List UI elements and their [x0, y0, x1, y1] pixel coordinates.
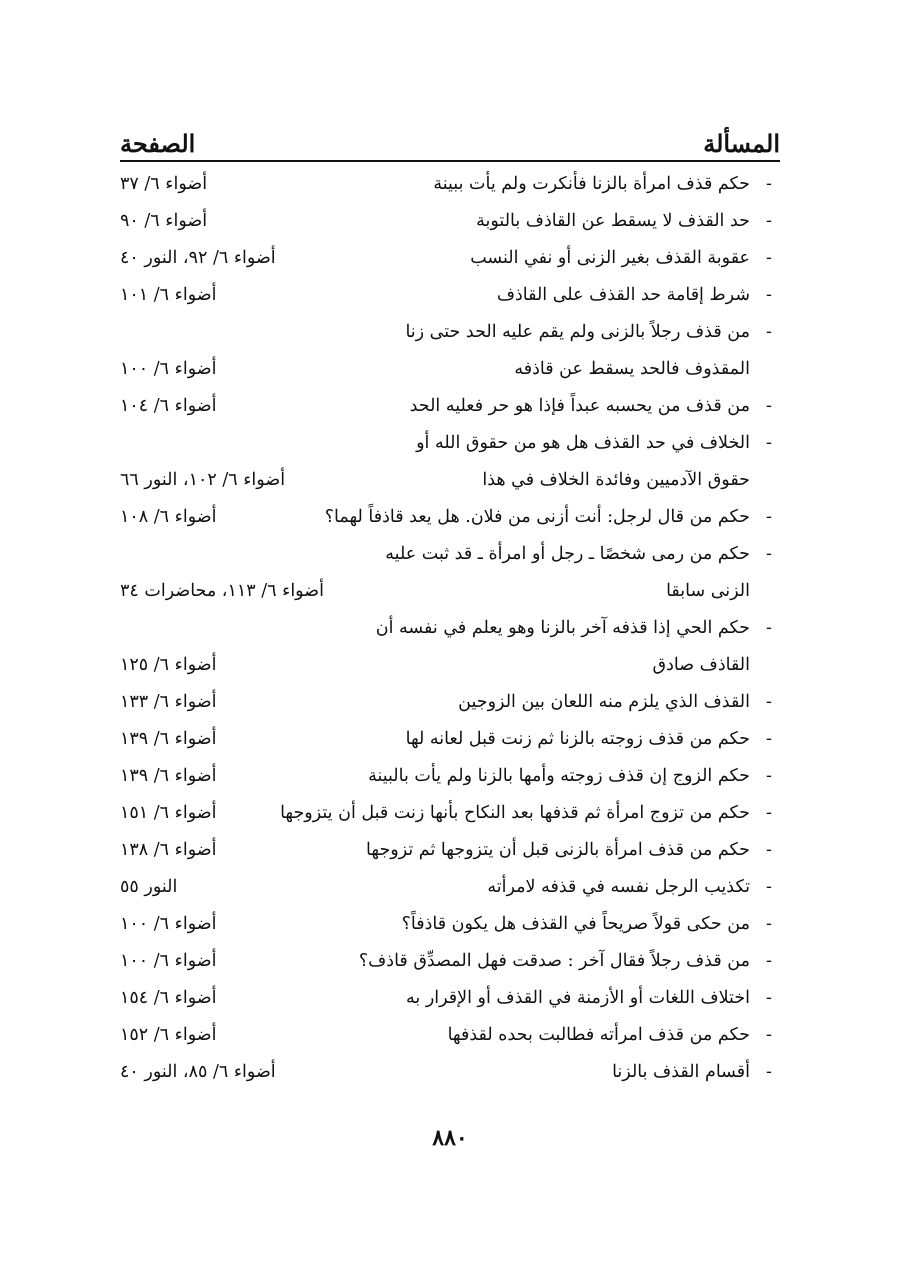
entry-page-reference: أضواء ٦/ ١٠٢، النور ٦٦: [120, 470, 286, 490]
entry-bullet: -: [766, 211, 772, 231]
entry-page-reference: أضواء ٦/ ١٣٣: [120, 692, 217, 712]
entry-bullet: -: [766, 692, 772, 712]
entry-page-reference: أضواء ٦/ ٩٢، النور ٤٠: [120, 248, 276, 268]
entry-page-reference: أضواء ٦/ ١٣٨: [120, 840, 217, 860]
entry-bullet: -: [766, 988, 772, 1008]
entry-bullet: -: [766, 1025, 772, 1045]
entry-page-reference: أضواء ٦/ ١٠٠: [120, 359, 217, 379]
issue-column-heading: المسألة: [703, 129, 780, 158]
entry-text: حكم من قذف امرأته فطالبت بحده لقذفها: [447, 1025, 750, 1045]
entry-text: الخلاف في حد القذف هل هو من حقوق الله أو: [416, 433, 750, 453]
entry-page-reference: أضواء ٦/ ١٥٤: [120, 988, 217, 1008]
entry-text: حكم من قذف زوجته بالزنا ثم زنت قبل لعانه لها: [405, 729, 750, 749]
entry-bullet: -: [766, 951, 772, 971]
index-entry: [120, 980, 780, 1017]
entry-page-reference: أضواء ٦/ ١٢٥: [120, 655, 217, 675]
entry-page-reference: أضواء ٦/ ٨٥، النور ٤٠: [120, 1062, 276, 1082]
entry-text: من حكى قولاً صريحاً في القذف هل يكون قاذفاً؟: [401, 914, 750, 934]
entry-text: من قذف رجلاً فقال آخر : صدقت فهل المصدِّق قاذف؟: [358, 951, 750, 971]
entry-text: المقذوف فالحد يسقط عن قاذفه: [514, 359, 750, 379]
index-header: [120, 118, 780, 158]
entry-text: من قذف من يحسبه عبداً فإذا هو حر فعليه الحد: [409, 396, 750, 416]
entry-bullet: -: [766, 396, 772, 416]
header-divider: [120, 160, 780, 162]
entry-bullet: -: [766, 285, 772, 305]
entry-bullet: -: [766, 840, 772, 860]
index-entry: [120, 943, 780, 980]
entry-bullet: -: [766, 433, 772, 453]
index-entry: [120, 166, 780, 203]
entry-text: حد القذف لا يسقط عن القاذف بالتوبة: [476, 211, 750, 231]
entry-bullet: -: [766, 174, 772, 194]
index-entry: [120, 499, 780, 536]
entry-bullet: -: [766, 766, 772, 786]
index-entry: [120, 721, 780, 758]
index-entry: [120, 240, 780, 277]
index-entry: [120, 1017, 780, 1054]
index-entry: [120, 351, 780, 388]
index-entry: [120, 906, 780, 943]
entry-bullet: -: [766, 248, 772, 268]
entry-text: حكم الزوج إن قذف زوجته وأمها بالزنا ولم يأت بالبينة: [368, 766, 750, 786]
entry-page-reference: أضواء ٦/ ١٠٠: [120, 951, 217, 971]
index-entry: [120, 462, 780, 499]
entry-page-reference: أضواء ٦/ ١٥١: [120, 803, 217, 823]
entry-page-reference: أضواء ٦/ ١٠٨: [120, 507, 217, 527]
entry-bullet: -: [766, 544, 772, 564]
index-entry: [120, 795, 780, 832]
entry-text: حقوق الآدميين وفائدة الخلاف في هذا: [482, 470, 750, 490]
entry-text: القاذف صادق: [652, 655, 750, 675]
entry-page-reference: أضواء ٦/ ١٠٤: [120, 396, 217, 416]
entry-text: حكم الحي إذا قذفه آخر بالزنا وهو يعلم في نفسه أن: [375, 618, 750, 638]
entry-text: القذف الذي يلزم منه اللعان بين الزوجين: [458, 692, 750, 712]
index-entry: [120, 610, 780, 647]
index-entry: [120, 536, 780, 573]
entry-text: الزنى سابقا: [666, 581, 750, 601]
index-entry: [120, 869, 780, 906]
index-entry: [120, 277, 780, 314]
index-list: [120, 166, 780, 1091]
entry-page-reference: أضواء ٦/ ١٠٠: [120, 914, 217, 934]
index-entry: [120, 425, 780, 462]
entry-bullet: -: [766, 322, 772, 342]
entry-page-reference: أضواء ٦/ ١١٣، محاضرات ٣٤: [120, 581, 324, 601]
entry-page-reference: أضواء ٦/ ١٠١: [120, 285, 217, 305]
entry-text: حكم قذف امرأة بالزنا فأنكرت ولم يأت ببينة: [433, 174, 750, 194]
entry-bullet: -: [766, 1062, 772, 1082]
page-number: ٨٨٠: [432, 1125, 468, 1151]
index-entry: [120, 647, 780, 684]
index-entry: [120, 388, 780, 425]
index-entry: [120, 203, 780, 240]
entry-text: أقسام القذف بالزنا: [612, 1062, 750, 1082]
entry-bullet: -: [766, 618, 772, 638]
index-entry: [120, 314, 780, 351]
entry-text: حكم من قذف امرأة بالزنى قبل أن يتزوجها ثم تزوجها: [366, 840, 750, 860]
entry-text: شرط إقامة حد القذف على القاذف: [496, 285, 750, 305]
index-entry: [120, 684, 780, 721]
entry-bullet: -: [766, 914, 772, 934]
entry-bullet: -: [766, 507, 772, 527]
index-entry: [120, 1054, 780, 1091]
entry-bullet: -: [766, 803, 772, 823]
entry-bullet: -: [766, 877, 772, 897]
entry-page-reference: أضواء ٦/ ٣٧: [120, 174, 208, 194]
entry-text: عقوبة القذف بغير الزنى أو نفي النسب: [470, 248, 750, 268]
entry-text: من قذف رجلاً بالزنى ولم يقم عليه الحد حتى زنا: [405, 322, 750, 342]
entry-page-reference: أضواء ٦/ ٩٠: [120, 211, 208, 231]
index-entry: [120, 573, 780, 610]
entry-bullet: -: [766, 729, 772, 749]
entry-page-reference: النور ٥٥: [120, 877, 178, 897]
entry-text: تكذيب الرجل نفسه في قذفه لامرأته: [487, 877, 750, 897]
index-entry: [120, 758, 780, 795]
entry-page-reference: أضواء ٦/ ١٥٢: [120, 1025, 217, 1045]
index-entry: [120, 832, 780, 869]
entry-text: حكم من قال لرجل: أنت أزنى من فلان. هل يعد قاذفاً لهما؟: [324, 507, 750, 527]
page-column-heading: الصفحة: [120, 129, 196, 158]
entry-text: حكم من رمى شخصًا ـ رجل أو امرأة ـ قد ثبت عليه: [385, 544, 750, 564]
entry-text: اختلاف اللغات أو الأزمنة في القذف أو الإقرار به: [406, 988, 750, 1008]
entry-text: حكم من تزوج امرأة ثم قذفها بعد النكاح بأنها زنت قبل أن يتزوجها: [280, 803, 750, 823]
entry-page-reference: أضواء ٦/ ١٣٩: [120, 729, 217, 749]
entry-page-reference: أضواء ٦/ ١٣٩: [120, 766, 217, 786]
